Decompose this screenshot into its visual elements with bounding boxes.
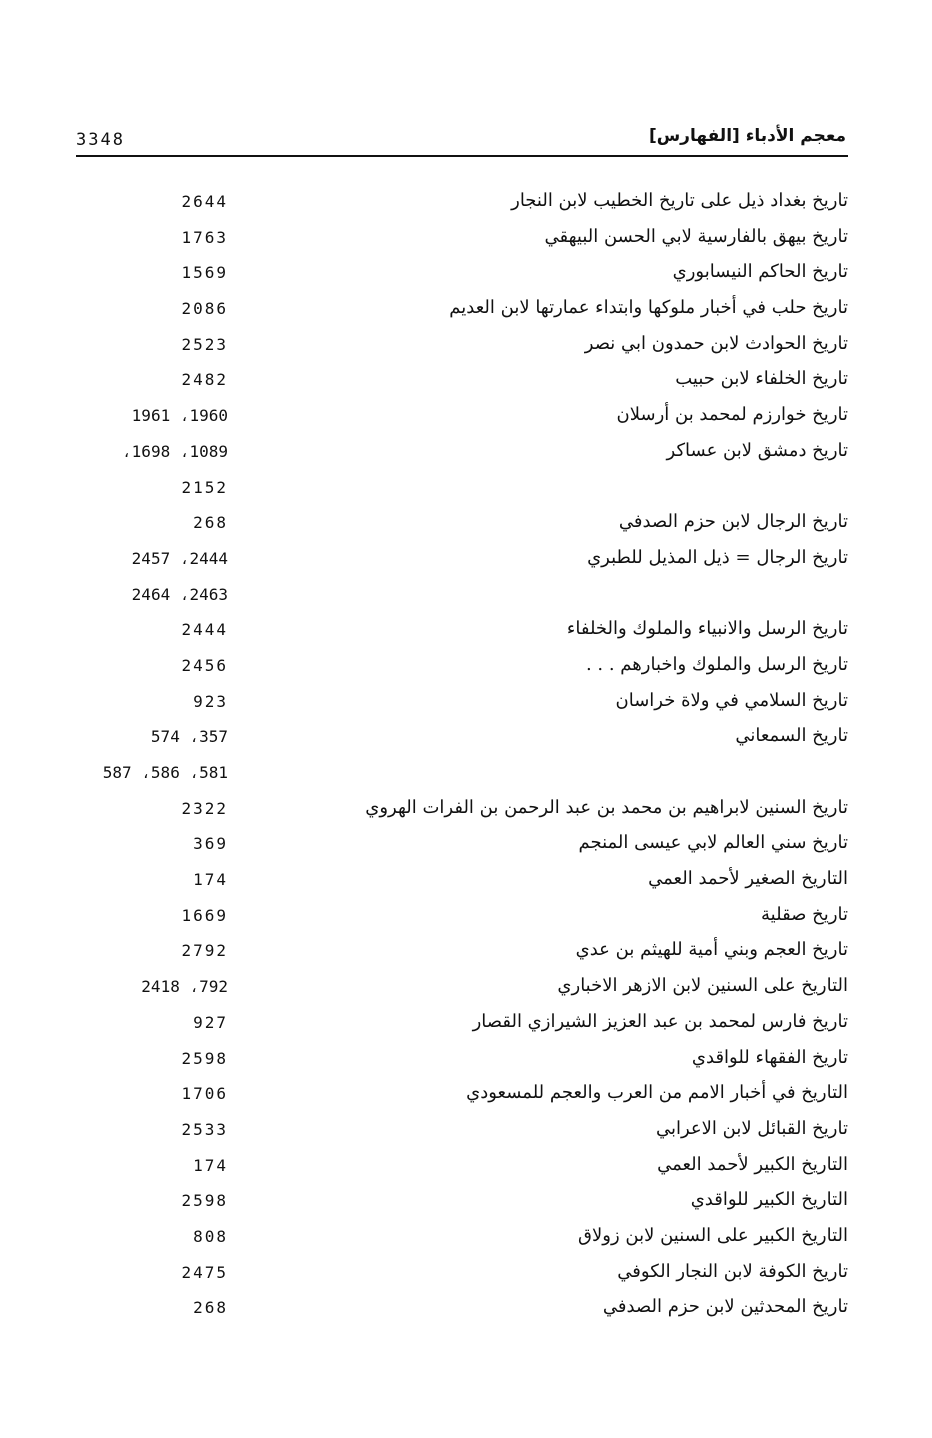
entry-pages: 369 xyxy=(193,834,228,854)
entry-title: تاريخ الفقهاء للواقدي xyxy=(691,1046,848,1068)
index-entry xyxy=(76,971,848,1007)
index-entry xyxy=(76,1007,848,1043)
entry-title: تاريخ صقلية xyxy=(761,903,848,925)
index-entry xyxy=(76,686,848,722)
index-entry xyxy=(76,364,848,400)
entry-pages: 2598 xyxy=(181,1191,228,1211)
entry-pages: 2598 xyxy=(181,1048,228,1068)
index-entry xyxy=(76,472,848,508)
entry-pages: 2456 xyxy=(181,655,228,675)
entry-pages: 2792 xyxy=(181,941,228,961)
entry-title: تاريخ الحوادث لابن حمدون ابي نصر xyxy=(584,332,848,354)
entry-pages: 1960، 1961 xyxy=(131,406,228,426)
entry-pages: 581، 586، 587 xyxy=(102,763,228,782)
index-entry xyxy=(76,507,848,543)
book-title: معجم الأدباء [الفهارس] xyxy=(648,126,846,146)
entry-pages: 268 xyxy=(193,513,228,533)
index-entry xyxy=(76,650,848,686)
index-entry xyxy=(76,900,848,936)
index-entry xyxy=(76,1221,848,1257)
index-entry xyxy=(76,1185,848,1221)
entry-title: تاريخ دمشق لابن عساكر xyxy=(666,439,848,461)
entry-title: التاريخ الكبير على السنين لابن زولاق xyxy=(578,1224,848,1246)
entry-title: التاريخ الكبير للواقدي xyxy=(690,1189,848,1211)
index-entry xyxy=(76,935,848,971)
entry-title: تاريخ المحدثين لابن حزم الصدفي xyxy=(602,1296,848,1318)
entry-pages: 2152 xyxy=(181,477,228,497)
index-entry xyxy=(76,257,848,293)
entry-title: تاريخ الكوفة لابن النجار الكوفي xyxy=(617,1260,848,1282)
index-entry xyxy=(76,614,848,650)
entry-pages: 1089، 1698، xyxy=(122,441,228,461)
entry-title: التاريخ في أخبار الامم من العرب والعجم للمسعودي xyxy=(466,1082,848,1104)
entry-pages: 927 xyxy=(193,1012,228,1032)
index-entry xyxy=(76,436,848,472)
entry-pages: 1763 xyxy=(181,227,228,247)
index-entry xyxy=(76,1292,848,1328)
entry-pages: 2086 xyxy=(181,299,228,319)
entry-pages: 808 xyxy=(193,1226,228,1246)
entry-title: تاريخ القبائل لابن الاعرابي xyxy=(655,1117,848,1139)
entry-title: تاريخ فارس لمحمد بن عبد العزيز الشيرازي القصار xyxy=(472,1010,848,1032)
index-entry xyxy=(76,579,848,615)
entry-pages: 2533 xyxy=(181,1119,228,1139)
page-number: 3348 xyxy=(76,130,125,150)
entry-pages: 2482 xyxy=(181,370,228,390)
entry-pages: 792، 2418 xyxy=(141,977,228,997)
entry-title: تاريخ الخلفاء لابن حبيب xyxy=(675,368,848,390)
index-entry xyxy=(76,329,848,365)
index-entry xyxy=(76,1150,848,1186)
index-entry xyxy=(76,222,848,258)
entry-title: تاريخ السمعاني xyxy=(735,725,848,747)
index-entry xyxy=(76,1257,848,1293)
entry-title: تاريخ الحاكم النيسابوري xyxy=(672,261,848,283)
entry-pages: 1669 xyxy=(181,905,228,925)
entry-title: تاريخ الرسل والملوك واخبارهم . . . xyxy=(585,653,848,675)
index-entry xyxy=(76,1043,848,1079)
entry-pages: 2463، 2464 xyxy=(131,584,228,604)
index-entry xyxy=(76,828,848,864)
entry-title: تاريخ بيهق بالفارسية لابي الحسن البيهقي xyxy=(544,225,848,247)
index-entry xyxy=(76,1114,848,1150)
entry-pages: 2322 xyxy=(181,798,228,818)
entry-title: تاريخ سني العالم لابي عيسى المنجم xyxy=(578,832,848,854)
entry-pages: 923 xyxy=(193,691,228,711)
entry-pages: 174 xyxy=(193,1155,228,1175)
entry-pages: 1706 xyxy=(181,1084,228,1104)
entry-pages: 1569 xyxy=(181,263,228,283)
entry-title: تاريخ حلب في أخبار ملوكها وابتداء عمارتها لابن العديم xyxy=(449,297,848,319)
entry-pages: 2444 xyxy=(181,620,228,640)
index-entry xyxy=(76,400,848,436)
entry-title: تاريخ السلامي في ولاة خراسان xyxy=(615,689,848,711)
index-entry xyxy=(76,186,848,222)
entry-title: تاريخ السنين لابراهيم بن محمد بن عبد الرحمن بن الفرات الهروي xyxy=(365,796,848,818)
entry-title: تاريخ العجم وبني أمية للهيثم بن عدي xyxy=(575,939,848,961)
page-header xyxy=(76,126,846,156)
entry-pages: 2475 xyxy=(181,1262,228,1282)
entry-pages: 357، 574 xyxy=(150,727,228,747)
index-entry xyxy=(76,793,848,829)
entry-title: تاريخ الرجال = ذيل المذيل للطبري xyxy=(587,546,848,568)
entry-title: التاريخ الصغير لأحمد العمي xyxy=(648,868,848,890)
index-entries xyxy=(76,186,848,1328)
entry-title: التاريخ الكبير لأحمد العمي xyxy=(657,1153,848,1175)
entry-title: تاريخ الرسل والانبياء والملوك والخلفاء xyxy=(566,618,848,640)
header-divider xyxy=(76,155,848,157)
entry-title: تاريخ بغداد ذيل على تاريخ الخطيب لابن النجار xyxy=(511,190,848,211)
entry-title: التاريخ على السنين لابن الازهر الاخباري xyxy=(557,975,848,997)
entry-title: تاريخ خوارزم لمحمد بن أرسلان xyxy=(616,404,848,426)
index-entry xyxy=(76,721,848,757)
entry-pages: 2444، 2457 xyxy=(131,548,228,568)
entry-pages: 268 xyxy=(193,1298,228,1318)
index-entry xyxy=(76,864,848,900)
index-entry xyxy=(76,757,848,793)
index-entry xyxy=(76,293,848,329)
entry-pages: 174 xyxy=(193,870,228,890)
entry-title: تاريخ الرجال لابن حزم الصدفي xyxy=(618,511,848,533)
index-entry xyxy=(76,543,848,579)
entry-pages: 2523 xyxy=(181,334,228,354)
index-entry xyxy=(76,1078,848,1114)
entry-pages: 2644 xyxy=(181,192,228,211)
